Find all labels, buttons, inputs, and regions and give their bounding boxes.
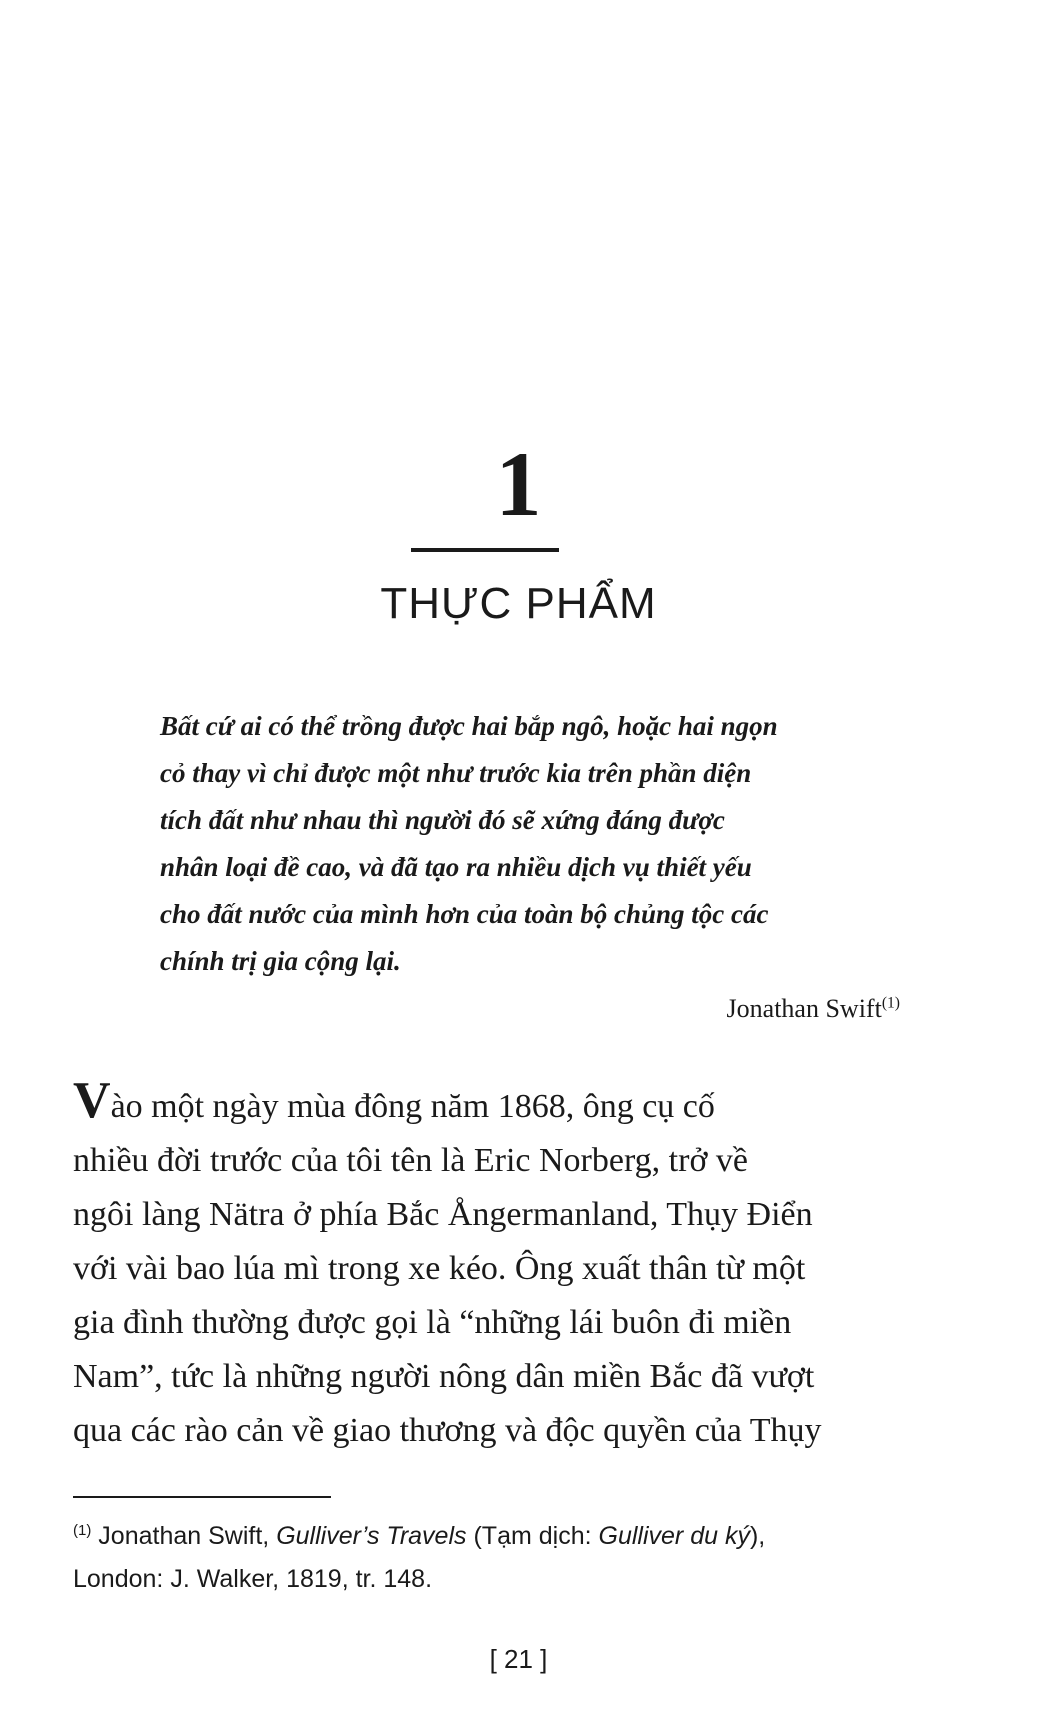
drop-cap: V — [73, 1072, 111, 1129]
epigraph-line: cỏ thay vì chỉ được một như trước kia trên phần diện — [160, 758, 752, 788]
body-first-line-text: ào một ngày mùa đông năm 1868, ông cụ cố — [110, 1088, 715, 1125]
footnote-translation-suffix: ), — [749, 1522, 766, 1550]
chapter-title: THỰC PHẨM — [380, 579, 657, 628]
body-line: gia đình thường được gọi là “những lái buôn đi miền — [73, 1304, 792, 1341]
body-line: ngôi làng Nätra ở phía Bắc Ångermanland, Thụy Điển — [73, 1196, 813, 1233]
body-line: với vài bao lúa mì trong xe kéo. Ông xuất thân từ một — [73, 1250, 806, 1287]
footnote-translation-title: Gulliver du ký — [598, 1522, 750, 1550]
epigraph-line: Bất cứ ai có thể trồng được hai bắp ngô, hoặc hai ngọn — [160, 711, 778, 741]
footnote-author: Jonathan Swift, — [98, 1522, 270, 1550]
epigraph-line: tích đất như nhau thì người đó sẽ xứng đáng được — [160, 805, 725, 835]
footnote-title: Gulliver’s Travels — [276, 1522, 467, 1550]
footnote-reference: (1) — [881, 994, 900, 1012]
attribution-author: Jonathan Swift — [726, 994, 882, 1023]
chapter-divider — [411, 548, 559, 552]
epigraph-attribution — [727, 993, 900, 1024]
footnote-publication: London: J. Walker, 1819, tr. 148. — [73, 1565, 433, 1593]
epigraph-line: cho đất nước của mình hơn của toàn bộ chủng tộc các — [160, 899, 769, 929]
epigraph-quote — [160, 703, 860, 985]
footnote-line — [73, 1515, 903, 1558]
body-line: Nam”, tức là những người nông dân miền Bắc đã vượt — [73, 1358, 815, 1395]
footnote-marker: (1) — [73, 1522, 92, 1539]
epigraph-line: chính trị gia cộng lại. — [160, 946, 401, 976]
page-number: [ 21 ] — [489, 1644, 548, 1674]
footnote-translation-prefix: (Tạm dịch: — [473, 1522, 592, 1550]
body-line: nhiều đời trước của tôi tên là Eric Norberg, trở về — [73, 1142, 749, 1179]
body-line: qua các rào cản về giao thương và độc quyền của Thụy — [73, 1412, 822, 1449]
footnote — [73, 1515, 903, 1601]
body-paragraph — [73, 1072, 895, 1458]
chapter-number: 1 — [495, 433, 542, 535]
body-line — [73, 1072, 895, 1134]
footnote-divider — [73, 1496, 331, 1498]
epigraph-line: nhân loại đề cao, và đã tạo ra nhiều dịch vụ thiết yếu — [160, 852, 752, 882]
